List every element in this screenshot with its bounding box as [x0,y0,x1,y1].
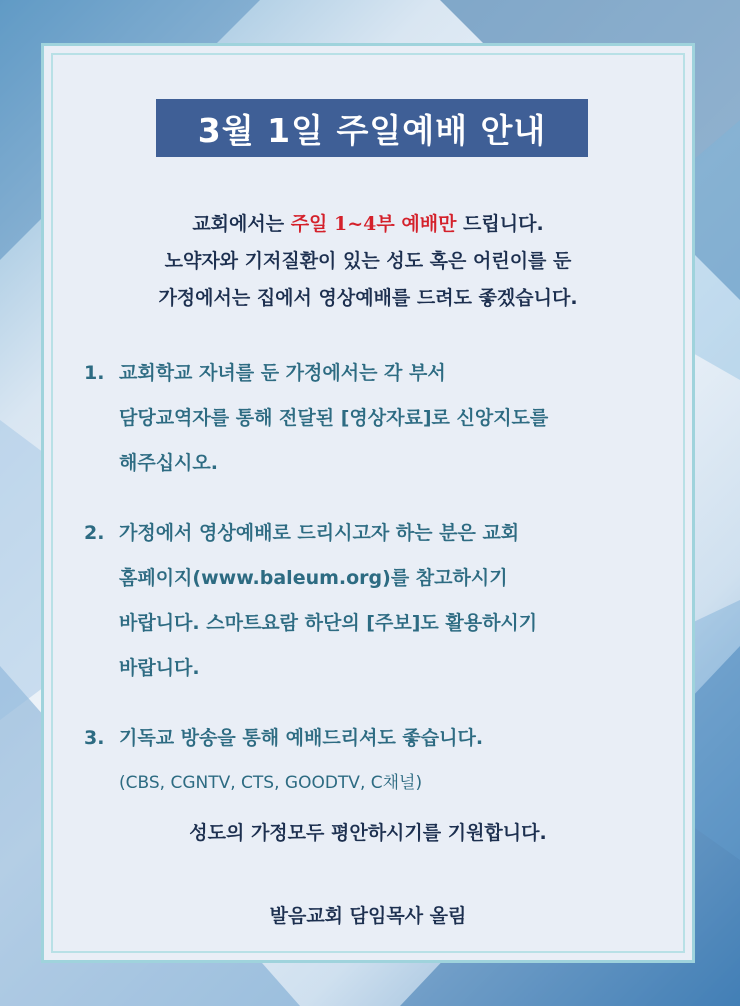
closing-message: 성도의 가정모두 평안하시기를 기원합니다. [189,822,547,844]
list-item-number: 2. [84,522,105,544]
intro-text [44,206,692,317]
list-item [84,716,674,806]
notice-title: 3월 1일 주일예배 안내 [156,99,588,157]
list-item [84,511,674,691]
list-item-number: 3. [84,727,105,749]
list-item-line: 기독교 방송을 통해 예배드리셔도 좋습니다. [119,727,484,749]
list-item-line: 교회학교 자녀를 둔 가정에서는 각 부서 [119,362,446,384]
broadcast-channels: (CBS, CGNTV, CTS, GOODTV, C채널) [119,773,423,793]
list-item-line: 홈페이지(www.baleum.org)를 참고하시기 [119,567,508,589]
list-item-line: 바랍니다. 스마트요람 하단의 [주보]도 활용하시기 [119,612,538,634]
list-item-line: 가정에서 영상예배로 드리시고자 하는 분은 교회 [119,522,520,544]
list-item-line: 바랍니다. [119,657,200,679]
intro-highlight: 주일 1~4부 예배만 [290,213,457,235]
list-item-line: 담당교역자를 통해 전달된 [영상자료]로 신앙지도를 [119,407,549,429]
notice-card [41,43,695,963]
list-item [84,351,674,486]
intro-suffix: 드립니다. [456,213,544,235]
intro-prefix: 교회에서는 [192,213,291,235]
intro-line-1 [44,206,692,243]
notice-list [84,351,674,806]
signature: 발음교회 담임목사 올림 [269,905,467,927]
list-item-line: 해주십시오. [119,452,218,474]
intro-line-3: 가정에서는 집에서 영상예배를 드려도 좋겠습니다. [158,287,578,309]
intro-line-2: 노약자와 기저질환이 있는 성도 혹은 어린이를 둔 [164,250,572,272]
list-item-number: 1. [84,362,105,384]
